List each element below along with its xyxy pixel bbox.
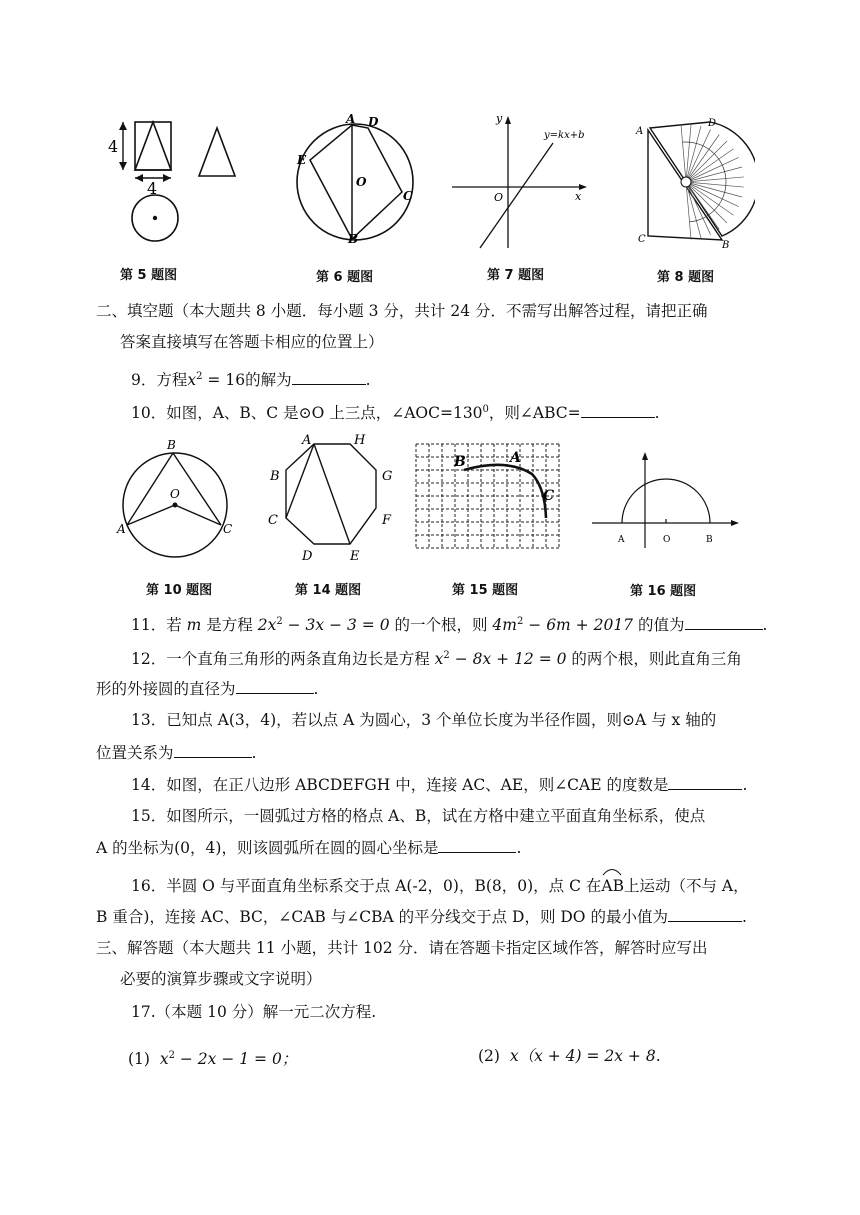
figure-10 (115, 435, 245, 565)
section3-heading-line2: 必要的演算步骤或文字说明） (120, 970, 322, 988)
question-12-line1: 12．一个直角三角形的两条直角边长是方程 $x^2 - 8x + 12 = 0$ 的两个根，则此直角三角 (131, 650, 742, 669)
svg-text:C: C (268, 513, 278, 528)
svg-text:B: B (454, 454, 466, 470)
fig5-height-label: 4 (108, 137, 119, 156)
question-9: 9．方程$x^2 = 16$的解为 . (131, 366, 860, 391)
fig5-width-label: 4 (147, 179, 158, 198)
caption-fig5: 第 5 题图 (120, 268, 178, 283)
fig5-rectangle (135, 122, 171, 170)
svg-text:E: E (350, 549, 360, 564)
svg-text:y=kx+b: y=kx+b (544, 130, 585, 141)
caption-fig10: 第 10 题图 (146, 583, 213, 598)
question-17-part1: (1) $x^2 - 2x - 1 = 0$； (128, 1050, 298, 1069)
svg-text:D: D (368, 115, 379, 129)
caption-fig6: 第 6 题图 (316, 270, 374, 285)
fig5-triangle-side (199, 128, 235, 176)
question-11: 11．若 m 是方程 $2x^2 - 3x - 3 = 0$ 的一个根，则 $4m^2 - 6m + 2017$ 的值为 . (131, 611, 860, 636)
figure-6 (290, 110, 420, 250)
svg-text:D: D (302, 549, 313, 564)
figure-5 (105, 112, 255, 257)
question-17-part2: (2) x（x + 4) = 2x + 8. (478, 1047, 661, 1065)
svg-text:F: F (382, 513, 392, 528)
svg-text:A: A (346, 112, 356, 126)
svg-text:A: A (636, 126, 644, 137)
question-13-line1: 13．已知点 A(3，4)，若以点 A 为圆心，3 个单位长度为半径作圆，则⊙A 与 x 轴的 (131, 711, 717, 729)
svg-text:B: B (348, 232, 359, 246)
section2-heading-line2: 答案直接填写在答题卡相应的位置上） (120, 333, 384, 351)
section2-heading-line1: 二、填空题（本大题共 8 小题．每小题 3 分，共计 24 分．不需写出解答过程，请把正确 (96, 302, 708, 320)
svg-text:x: x (575, 190, 582, 203)
figure-16 (590, 448, 745, 553)
answer-blank-16[interactable] (668, 905, 742, 922)
figure-7 (448, 108, 593, 253)
fig5-triangle-front (135, 122, 171, 170)
caption-fig14: 第 14 题图 (295, 583, 362, 598)
answer-blank-9[interactable] (292, 368, 366, 385)
svg-text:B: B (167, 438, 176, 452)
answer-blank-10[interactable] (581, 401, 655, 418)
svg-text:O: O (494, 191, 504, 204)
svg-text:C: C (223, 522, 233, 536)
svg-text:A: A (302, 433, 312, 448)
question-16-line1: 16．半圆 O 与平面直角坐标系交于点 A(-2，0)，B(8，0)，点 C 在 AB上运动（不与 A， (131, 875, 860, 897)
svg-text:H: H (354, 433, 366, 448)
arc-ab-symbol: AB (601, 875, 624, 897)
svg-text:D: D (708, 118, 717, 129)
svg-text:B: B (270, 469, 280, 484)
svg-text:O: O (170, 487, 180, 501)
question-10: 10．如图，A、B、C 是⊙O 上三点，$\angle AOC=130^0$，则∠ABC= . (131, 399, 860, 424)
svg-text:O: O (356, 175, 367, 189)
svg-text:B: B (722, 240, 730, 251)
question-15-line2: A 的坐标为(0，4)，则该圆弧所在圆的圆心坐标是 . (96, 836, 860, 859)
figure-15 (412, 440, 562, 555)
svg-text:G: G (382, 469, 393, 484)
answer-blank-11[interactable] (685, 613, 763, 630)
question-16-line2: B 重合)，连接 AC、BC，∠CAB 与∠CBA 的平分线交于点 D，则 DO 的最小值为 . (96, 905, 860, 928)
answer-blank-13[interactable] (174, 741, 252, 758)
question-13-line2: 位置关系为 . (96, 741, 860, 764)
caption-fig8: 第 8 题图 (657, 270, 715, 285)
caption-fig7: 第 7 题图 (487, 268, 545, 283)
figure-14 (262, 432, 402, 567)
question-12-line2: 形的外接圆的直径为 . (96, 677, 860, 700)
caption-fig15: 第 15 题图 (452, 583, 519, 598)
svg-text:A: A (618, 535, 625, 545)
svg-text:C: C (403, 189, 413, 203)
question-17-title: 17.（本题 10 分）解一元二次方程. (131, 1003, 377, 1021)
svg-text:A: A (510, 450, 521, 466)
question-14: 14．如图，在正八边形 ABCDEFGH 中，连接 AC、AE，则∠CAE 的度数是 . (131, 773, 860, 796)
section3-heading-line1: 三、解答题（本大题共 11 小题，共计 102 分．请在答题卡指定区域作答，解答时应写出 (96, 939, 708, 957)
svg-text:E: E (297, 153, 307, 167)
svg-text:C: C (543, 488, 555, 504)
question-15-line1: 15．如图所示，一圆弧过方格的格点 A、B，试在方格中建立平面直角坐标系，使点 (131, 807, 706, 825)
svg-text:B: B (706, 535, 713, 545)
figure-8 (630, 118, 755, 253)
svg-text:O: O (663, 535, 671, 545)
answer-blank-14[interactable] (668, 773, 742, 790)
answer-blank-15[interactable] (438, 836, 516, 853)
svg-text:y: y (496, 112, 503, 125)
answer-blank-12[interactable] (236, 677, 314, 694)
caption-fig16: 第 16 题图 (630, 584, 697, 599)
svg-text:A: A (117, 522, 126, 536)
svg-text:C: C (638, 234, 646, 245)
